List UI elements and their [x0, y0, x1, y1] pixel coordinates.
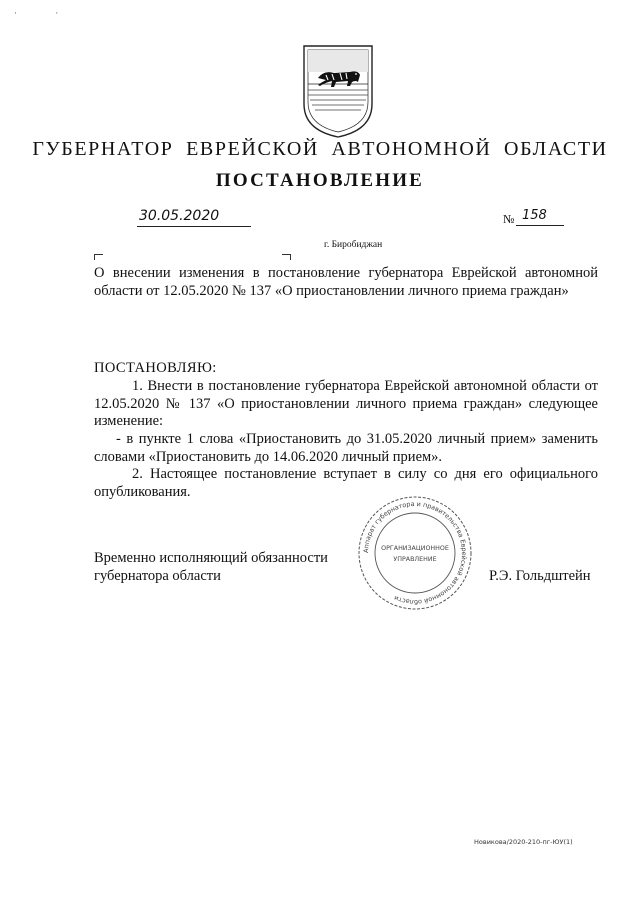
document-city: г. Биробиджан — [324, 240, 383, 250]
coat-of-arms-emblem — [300, 42, 376, 140]
scan-marks: · · — [14, 8, 77, 18]
stamp-center-line-2: УПРАВЛЕНИЕ — [393, 556, 437, 563]
subject-bracket-left — [94, 254, 103, 260]
stamp-center-line-1: ОРГАНИЗАЦИОННОЕ — [381, 545, 449, 552]
stamp-ring-text: Аппарат губернатора и правительства Еврейской автономной области — [361, 499, 469, 607]
official-stamp — [355, 493, 475, 613]
document-date — [137, 208, 251, 227]
signatory-position-line-2: губернатора области — [94, 567, 221, 584]
organization-title: ГУБЕРНАТОР ЕВРЕЙСКОЙ АВТОНОМНОЙ ОБЛАСТИ — [32, 138, 608, 160]
document-type-heading: ПОСТАНОВЛЕНИЕ — [215, 170, 425, 191]
document-number-label: № — [503, 212, 515, 226]
footer-reference: Новикова/2020-210-пг-ЮУ(1) — [474, 838, 573, 846]
document-number-value: 158 — [522, 208, 547, 223]
clause-1-detail: - в пункте 1 слова «Приостановить до 31.05.2020 личный прием» заменить словами «Приостановить до 14.06.2020 личный прием». — [94, 431, 598, 465]
clause-1: 1. Внести в постановление губернатора Еврейской автономной области от 12.05.2020 № 137 «О приостановлении личного приема граждан» следующее изменение: — [94, 378, 598, 429]
resolve-heading: ПОСТАНОВЛЯЮ: — [94, 360, 217, 376]
svg-text:Аппарат губернатора и правител — [362, 500, 468, 606]
document-subject: О внесении изменения в постановление губернатора Еврейской автономной области от 12.05.2020 № 137 «О приостановлении личного приема граждан» — [94, 265, 598, 299]
signatory-position — [94, 550, 328, 585]
signatory-position-line-1: Временно исполняющий обязанности — [94, 550, 328, 566]
document-number — [516, 208, 564, 226]
document-date-value: 30.05.2020 — [139, 208, 220, 224]
subject-bracket-right — [282, 254, 291, 260]
signatory-name: Р.Э. Гольдштейн — [489, 568, 591, 584]
clause-2: 2. Настоящее постановление вступает в силу со дня его официального опубликования. — [94, 466, 598, 500]
